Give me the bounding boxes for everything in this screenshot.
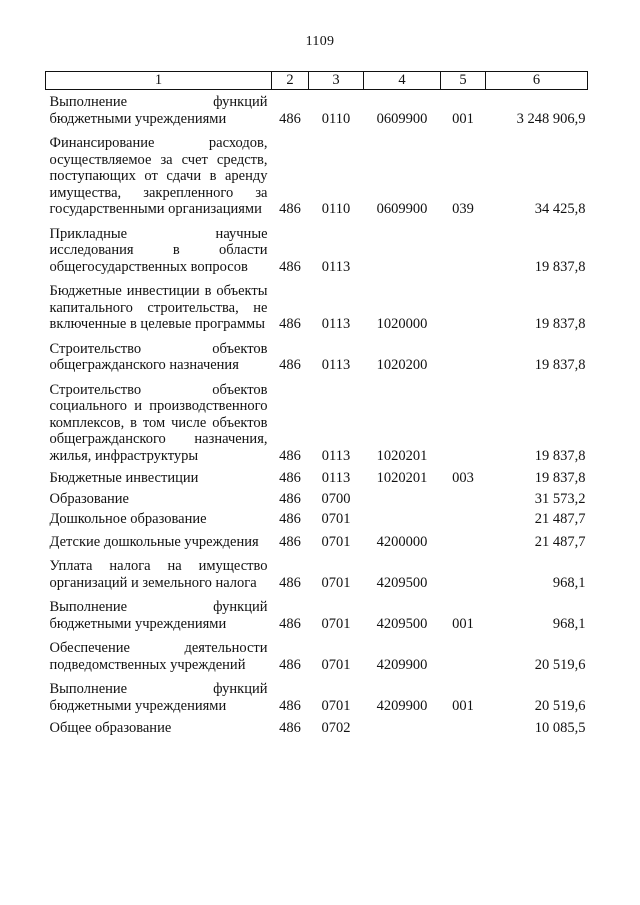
row-amount: 968,1 [552, 615, 586, 632]
row-expense-type [441, 554, 486, 595]
row-name: Строительство объектов социального и производственного комплексов, в том числе объектов общегражданского назначения, жилья, инфраструктуры [49, 381, 268, 464]
row-ministry-code: 486 [279, 720, 301, 736]
header-row [46, 72, 588, 90]
table-row [46, 222, 588, 280]
row-amount: 20 519,6 [534, 697, 586, 714]
table-row [46, 279, 588, 337]
row-amount: 19 837,8 [534, 470, 586, 486]
row-article-code: 1020200 [376, 357, 428, 373]
row-ministry-code: 486 [279, 447, 301, 464]
row-article-code: 1020201 [376, 447, 428, 464]
row-ministry-code: 486 [279, 316, 301, 332]
row-ministry-code: 486 [279, 615, 301, 632]
row-amount: 31 573,2 [534, 490, 586, 507]
row-article-code: 4209500 [376, 615, 428, 632]
row-ministry-code: 486 [279, 470, 301, 486]
row-ministry-code: 486 [279, 357, 301, 373]
table-row [46, 530, 588, 555]
table-row [46, 718, 588, 739]
row-amount: 20 519,6 [534, 656, 586, 673]
row-ministry-code: 486 [279, 574, 301, 591]
row-expense-type [441, 636, 486, 677]
row-name: Дошкольное образование [49, 511, 207, 527]
row-section-code: 0701 [321, 574, 351, 591]
table-row [46, 378, 588, 469]
row-amount: 34 425,8 [534, 201, 586, 217]
row-name: Прикладные научные исследования в области общегосударственных вопросов [49, 225, 268, 275]
row-amount: 19 837,8 [534, 258, 586, 275]
row-name: Выполнение функций бюджетными учреждениями [49, 681, 268, 714]
table-row [46, 489, 588, 510]
row-expense-type [441, 279, 486, 337]
row-expense-type [441, 509, 486, 530]
page-number: 1109 [305, 34, 335, 49]
row-expense-type: 003 [452, 470, 474, 486]
row-article-code: 4209900 [376, 656, 428, 673]
row-name: Общее образование [49, 720, 172, 736]
row-expense-type [441, 222, 486, 280]
header-cell-4: 4 [364, 72, 441, 90]
row-expense-type [441, 530, 486, 555]
row-name: Выполнение функций бюджетными учреждениями [49, 94, 268, 127]
row-amount: 19 837,8 [534, 357, 586, 373]
row-name: Детские дошкольные учреждения [49, 533, 259, 550]
budget-table [45, 71, 588, 739]
table-row [46, 636, 588, 677]
row-ministry-code: 486 [279, 490, 301, 507]
header-cell-5: 5 [441, 72, 486, 90]
row-name: Бюджетные инвестиции в объекты капитального строительства, не включенные в целевые программы [49, 283, 268, 332]
row-article-code: 4200000 [376, 533, 428, 550]
row-expense-type: 039 [452, 201, 474, 217]
row-section-code: 0701 [321, 615, 351, 632]
row-section-code: 0702 [321, 720, 351, 736]
row-name: Бюджетные инвестиции [49, 470, 199, 486]
row-name: Образование [49, 490, 129, 507]
row-ministry-code: 486 [279, 258, 301, 275]
header-cell-6: 6 [486, 72, 588, 90]
row-ministry-code: 486 [279, 511, 301, 527]
row-article-code [364, 222, 441, 280]
row-section-code: 0113 [321, 357, 351, 373]
row-expense-type: 001 [452, 697, 474, 714]
row-amount: 3 248 906,9 [516, 110, 586, 127]
row-ministry-code: 486 [279, 697, 301, 714]
header-cell-2: 2 [272, 72, 309, 90]
table-row [46, 90, 588, 132]
row-ministry-code: 486 [279, 656, 301, 673]
row-section-code: 0701 [321, 656, 351, 673]
row-section-code: 0110 [321, 110, 351, 127]
row-amount: 21 487,7 [534, 511, 586, 527]
row-section-code: 0700 [321, 490, 351, 507]
row-expense-type [441, 337, 486, 378]
row-section-code: 0113 [321, 316, 351, 332]
row-section-code: 0701 [321, 511, 351, 527]
row-section-code: 0701 [321, 533, 351, 550]
table-row [46, 509, 588, 530]
table-row [46, 677, 588, 718]
row-name: Выполнение функций бюджетными учреждениями [49, 599, 268, 632]
row-article-code [364, 509, 441, 530]
row-name: Строительство объектов общегражданского назначения [49, 340, 268, 373]
row-section-code: 0113 [321, 258, 351, 275]
row-ministry-code: 486 [279, 201, 301, 217]
table-row [46, 337, 588, 378]
row-expense-type: 001 [452, 110, 474, 127]
header-cell-1: 1 [46, 72, 272, 90]
row-expense-type [441, 378, 486, 469]
row-name: Финансирование расходов, осуществляемое за счет средств, поступающих от сдачи в аренду имущества, закрепленного за государственными организациями [49, 135, 268, 217]
row-article-code: 1020201 [376, 470, 428, 486]
row-article-code: 0609900 [376, 201, 428, 217]
row-ministry-code: 486 [279, 110, 301, 127]
row-name: Обеспечение деятельности подведомственных учреждений [49, 640, 268, 673]
header-cell-3: 3 [309, 72, 364, 90]
row-amount: 19 837,8 [534, 316, 586, 332]
row-article-code [364, 489, 441, 510]
row-name: Уплата налога на имущество организаций и земельного налога [49, 558, 268, 591]
row-article-code: 1020000 [376, 316, 428, 332]
table-row [46, 554, 588, 595]
row-expense-type: 001 [452, 615, 474, 632]
row-amount: 21 487,7 [534, 533, 586, 550]
row-article-code: 4209500 [376, 574, 428, 591]
row-article-code: 0609900 [376, 110, 428, 127]
row-section-code: 0113 [321, 470, 351, 486]
row-section-code: 0701 [321, 697, 351, 714]
row-section-code: 0113 [321, 447, 351, 464]
row-article-code: 4209900 [376, 697, 428, 714]
table-row [46, 468, 588, 489]
row-expense-type [441, 718, 486, 739]
row-amount: 968,1 [552, 574, 586, 591]
row-section-code: 0110 [321, 201, 351, 217]
table-row [46, 595, 588, 636]
table-row [46, 131, 588, 222]
row-amount: 19 837,8 [534, 447, 586, 464]
row-expense-type [441, 489, 486, 510]
row-amount: 10 085,5 [534, 720, 586, 736]
row-ministry-code: 486 [279, 533, 301, 550]
row-article-code [364, 718, 441, 739]
